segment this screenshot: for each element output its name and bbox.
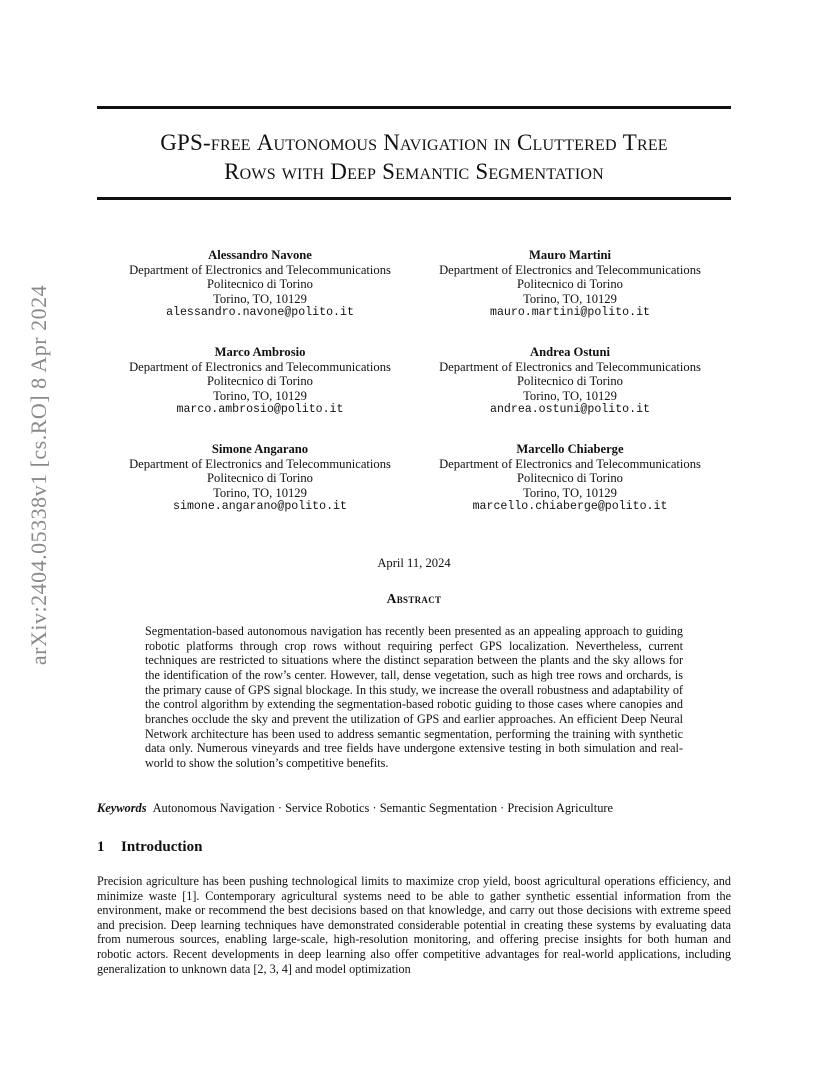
- title-seg: S: [475, 159, 489, 184]
- title-seg: eep: [347, 159, 383, 184]
- title-seg: S: [382, 159, 396, 184]
- title-line-2: [97, 157, 731, 186]
- author-department: Department of Electronics and Telecommunications: [129, 359, 391, 374]
- author-name: Alessandro Navone: [208, 248, 312, 262]
- author-city: Torino, TO, 10129: [523, 291, 617, 306]
- author-department: Department of Electronics and Telecommunications: [439, 456, 701, 471]
- author-email[interactable]: marco.ambrosio@polito.it: [176, 403, 344, 417]
- author-card: [105, 248, 415, 321]
- author-email[interactable]: marcello.chiaberge@polito.it: [472, 500, 668, 514]
- author-email[interactable]: alessandro.navone@polito.it: [166, 306, 354, 320]
- title-seg: GPS: [160, 130, 203, 155]
- author-name: Andrea Ostuni: [530, 345, 610, 359]
- author-institution: Politecnico di Torino: [207, 374, 313, 389]
- author-institution: Politecnico di Torino: [207, 471, 313, 486]
- title-rule-bottom: [97, 197, 731, 200]
- abstract-text: Segmentation-based autonomous navigation has recently been presented as an appealing approach to guiding robotic platforms through crop rows without requiring perfect GPS localization. Nevertheless, current techniques are restricted to situations where the distinct separation between the plants and the sky allows for the identification of the row’s center. However, tall, dense vegetation, such as high tree rows and orchards, is the primary cause of GPS signal blockage. In this study, we increase the overall robustness and adaptability of the control algorithm by extending the segmentation-based robotic guiding to those cases where canopies and branches occlude the sky and prevent the utilization of GPS and earlier approaches. An efficient Deep Neural Network architecture has been used to address semantic segmentation, performing the training with synthetic data only. Numerous vineyards and tree fields have undergone extensive testing in both simulation and real-world to show the solution’s competitive benefits.: [145, 624, 683, 770]
- title-seg: luttered: [532, 130, 623, 155]
- author-card: [415, 345, 725, 418]
- author-department: Department of Electronics and Telecommunications: [129, 456, 391, 471]
- arxiv-identifier-text: arXiv:2404.05338v1 [cs.RO] 8 Apr 2024: [26, 284, 51, 666]
- title-line-1: [97, 128, 731, 157]
- author-name: Marco Ambrosio: [214, 345, 306, 359]
- author-institution: Politecnico di Torino: [517, 277, 623, 292]
- author-email[interactable]: simone.angarano@polito.it: [173, 500, 347, 514]
- title-seg: ows with: [239, 159, 331, 184]
- author-name: Mauro Martini: [529, 248, 611, 262]
- title-seg: egmentation: [488, 159, 604, 184]
- author-card: [105, 442, 415, 515]
- author-card: [415, 442, 725, 515]
- author-city: Torino, TO, 10129: [523, 485, 617, 500]
- author-city: Torino, TO, 10129: [213, 291, 307, 306]
- title-seg: T: [622, 130, 637, 155]
- title-seg: avigation in: [400, 130, 517, 155]
- author-email[interactable]: andrea.ostuni@polito.it: [489, 403, 651, 417]
- author-card: [415, 248, 725, 321]
- author-institution: Politecnico di Torino: [517, 374, 623, 389]
- arxiv-identifier: [22, 284, 56, 666]
- author-department: Department of Electronics and Telecommunications: [439, 359, 701, 374]
- section-heading: [97, 839, 202, 856]
- author-institution: Politecnico di Torino: [517, 471, 623, 486]
- section-body-text: Precision agriculture has been pushing technological limits to maximize crop yield, boost agricultural operations efficiency, and minimize waste [1]. Contemporary agricultural systems need to be able to gather synthetic essential information from the environment, make or recommend the best decisions based on that knowledge, and carry out those decisions with extreme speed and precision. Deep learning techniques have demonstrated considerable potential in creating these systems by evaluating data from numerous sources, enabling large-scale, high-resolution monitoring, and offering precise insights for both human and robotic actors. Recent developments in deep learning also offer competitive advantages for real-world applications, including generalization to unknown data [2, 3, 4] and model optimization: [97, 874, 731, 976]
- title-seg: utonomous: [273, 130, 384, 155]
- title-seg: emantic: [395, 159, 476, 184]
- title-rule-top: [97, 106, 731, 109]
- keywords-line: [97, 801, 731, 816]
- author-city: Torino, TO, 10129: [213, 388, 307, 403]
- title-seg: R: [224, 159, 240, 184]
- title-seg: C: [516, 130, 533, 155]
- author-city: Torino, TO, 10129: [523, 388, 617, 403]
- section-number: 1: [97, 839, 105, 855]
- abstract-heading: Abstract: [386, 591, 442, 606]
- author-institution: Politecnico di Torino: [207, 277, 313, 292]
- title-seg: D: [330, 159, 348, 184]
- title-seg: -free: [203, 130, 257, 155]
- publication-date: April 11, 2024: [377, 556, 451, 570]
- author-name: Simone Angarano: [211, 442, 309, 456]
- author-department: Department of Electronics and Telecommunications: [129, 262, 391, 277]
- keywords-label: Keywords: [97, 801, 147, 815]
- title-seg: ree: [636, 130, 668, 155]
- title-seg: A: [256, 130, 274, 155]
- section-title: Introduction: [121, 839, 203, 855]
- author-city: Torino, TO, 10129: [213, 485, 307, 500]
- paper-title: [97, 128, 731, 186]
- keywords-text: Autonomous Navigation · Service Robotics · Semantic Segmentation · Precision Agriculture: [152, 801, 614, 815]
- author-name: Marcello Chiaberge: [516, 442, 624, 456]
- title-seg: N: [383, 130, 401, 155]
- author-email[interactable]: mauro.martini@polito.it: [489, 306, 651, 320]
- author-department: Department of Electronics and Telecommunications: [439, 262, 701, 277]
- author-card: [105, 345, 415, 418]
